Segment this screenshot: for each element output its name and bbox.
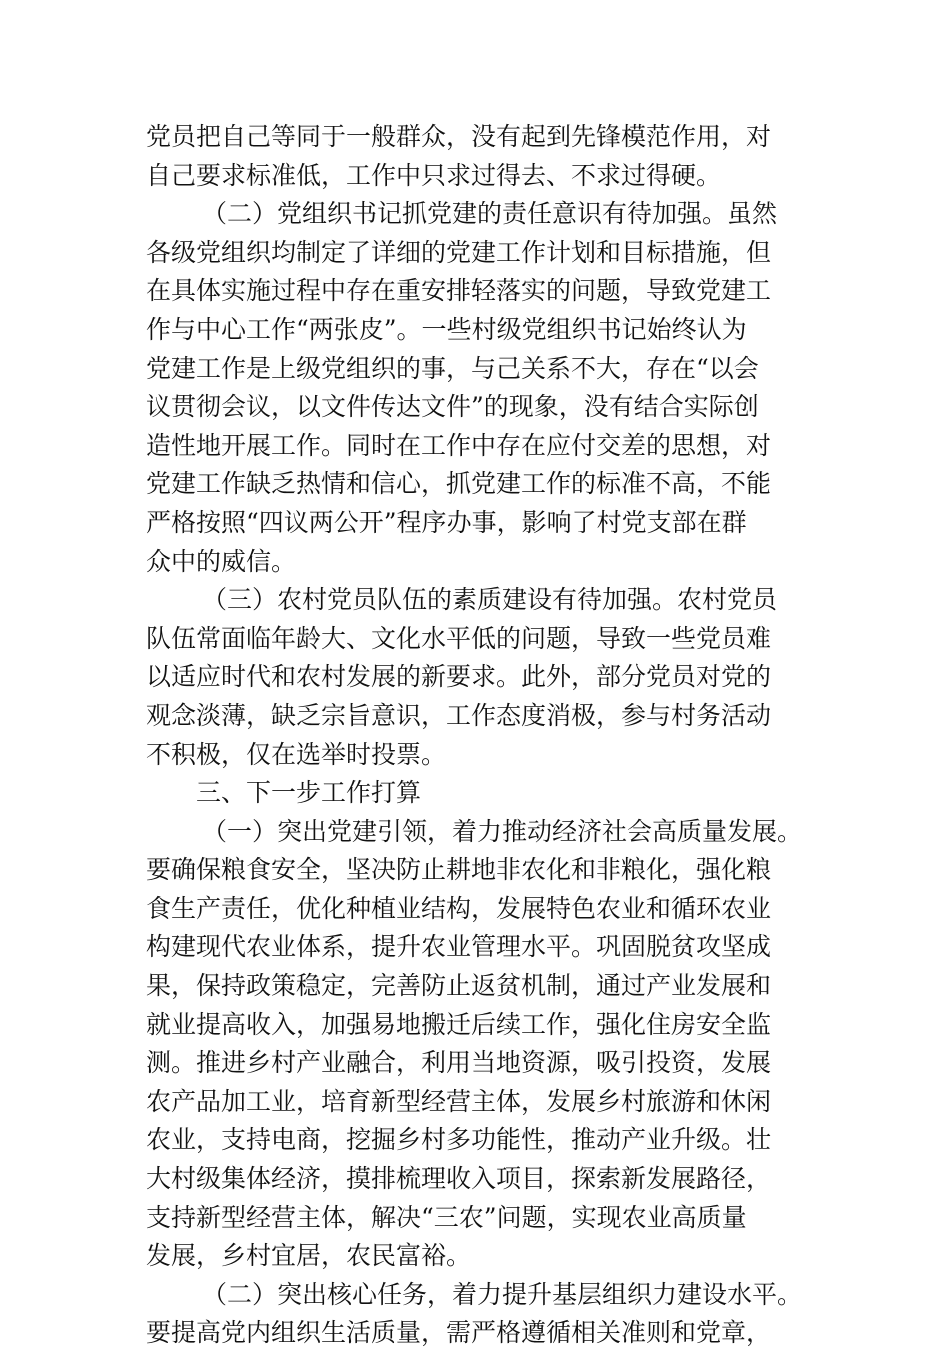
paragraph-core-task <box>146 1276 806 1353</box>
text-line: 要确保粮食安全，坚决防止耕地非农化和非粮化，强化粮 <box>146 855 772 885</box>
text-line: 就业提高收入，加强易地搬迁后续工作，强化住房安全监 <box>146 1009 772 1039</box>
text-line: 众中的威信。 <box>146 546 297 576</box>
text-line: （三）农村党员队伍的素质建设有待加强。农村党员 <box>202 585 778 615</box>
text-line: 以适应时代和农村发展的新要求。此外，部分党员对党的 <box>146 662 772 692</box>
paragraph-member-quality <box>146 581 806 774</box>
section-heading <box>146 774 806 813</box>
text-line: （二）突出核心任务，着力提升基层组织力建设水平。 <box>202 1279 803 1309</box>
text-line: 支持新型经营主体，解决“三农”问题，实现农业高质量 <box>146 1202 747 1232</box>
text-line: 农产品加工业，培育新型经营主体，发展乡村旅游和休闲 <box>146 1086 772 1116</box>
text-line: 作与中心工作“两张皮”。一些村级党组织书记始终认为 <box>146 314 747 344</box>
text-line: 党建工作缺乏热情和信心，抓党建工作的标准不高，不能 <box>146 469 772 499</box>
text-line: 议贯彻会议，以文件传达文件”的现象，没有结合实际创 <box>146 392 759 422</box>
text-line: 队伍常面临年龄大、文化水平低的问题，导致一些党员难 <box>146 623 772 653</box>
paragraph-continuation <box>146 118 806 195</box>
text-line: 造性地开展工作。同时在工作中存在应付交差的思想，对 <box>146 430 772 460</box>
text-line: 发展，乡村宜居，农民富裕。 <box>146 1241 472 1271</box>
text-line: 党建工作是上级党组织的事，与己关系不大，存在“以会 <box>146 353 759 383</box>
text-line: 各级党组织均制定了详细的党建工作计划和目标措施，但 <box>146 237 772 267</box>
heading-next-steps: 三、下一步工作打算 <box>196 778 422 808</box>
paragraph-party-leadership <box>146 813 806 1276</box>
text-line: （二）党组织书记抓党建的责任意识有待加强。虽然 <box>202 199 778 229</box>
text-line: 果，保持政策稳定，完善防止返贫机制，通过产业发展和 <box>146 971 772 1001</box>
text-line: 构建现代农业体系，提升农业管理水平。巩固脱贫攻坚成 <box>146 932 772 962</box>
text-line: （一）突出党建引领，着力推动经济社会高质量发展。 <box>202 816 803 846</box>
text-line: 观念淡薄，缺乏宗旨意识，工作态度消极，参与村务活动 <box>146 700 772 730</box>
text-line: 自己要求标准低，工作中只求过得去、不求过得硬。 <box>146 160 722 190</box>
text-line: 食生产责任，优化种植业结构，发展特色农业和循环农业 <box>146 893 772 923</box>
text-line: 严格按照“四议两公开”程序办事，影响了村党支部在群 <box>146 507 747 537</box>
text-line: 要提高党内组织生活质量，需严格遵循相关准则和党章， <box>146 1318 772 1348</box>
text-line: 不积极，仅在选举时投票。 <box>146 739 447 769</box>
paragraph-secretary-responsibility <box>146 195 806 581</box>
text-line: 农业，支持电商，挖掘乡村多功能性，推动产业升级。壮 <box>146 1125 772 1155</box>
text-line: 党员把自己等同于一般群众，没有起到先锋模范作用，对 <box>146 122 772 151</box>
text-line: 大村级集体经济，摸排梳理收入项目，探索新发展路径， <box>146 1164 772 1194</box>
text-line: 测。推进乡村产业融合，利用当地资源，吸引投资，发展 <box>146 1048 772 1078</box>
document-body <box>146 118 806 1353</box>
text-line: 在具体实施过程中存在重安排轻落实的问题，导致党建工 <box>146 276 772 306</box>
